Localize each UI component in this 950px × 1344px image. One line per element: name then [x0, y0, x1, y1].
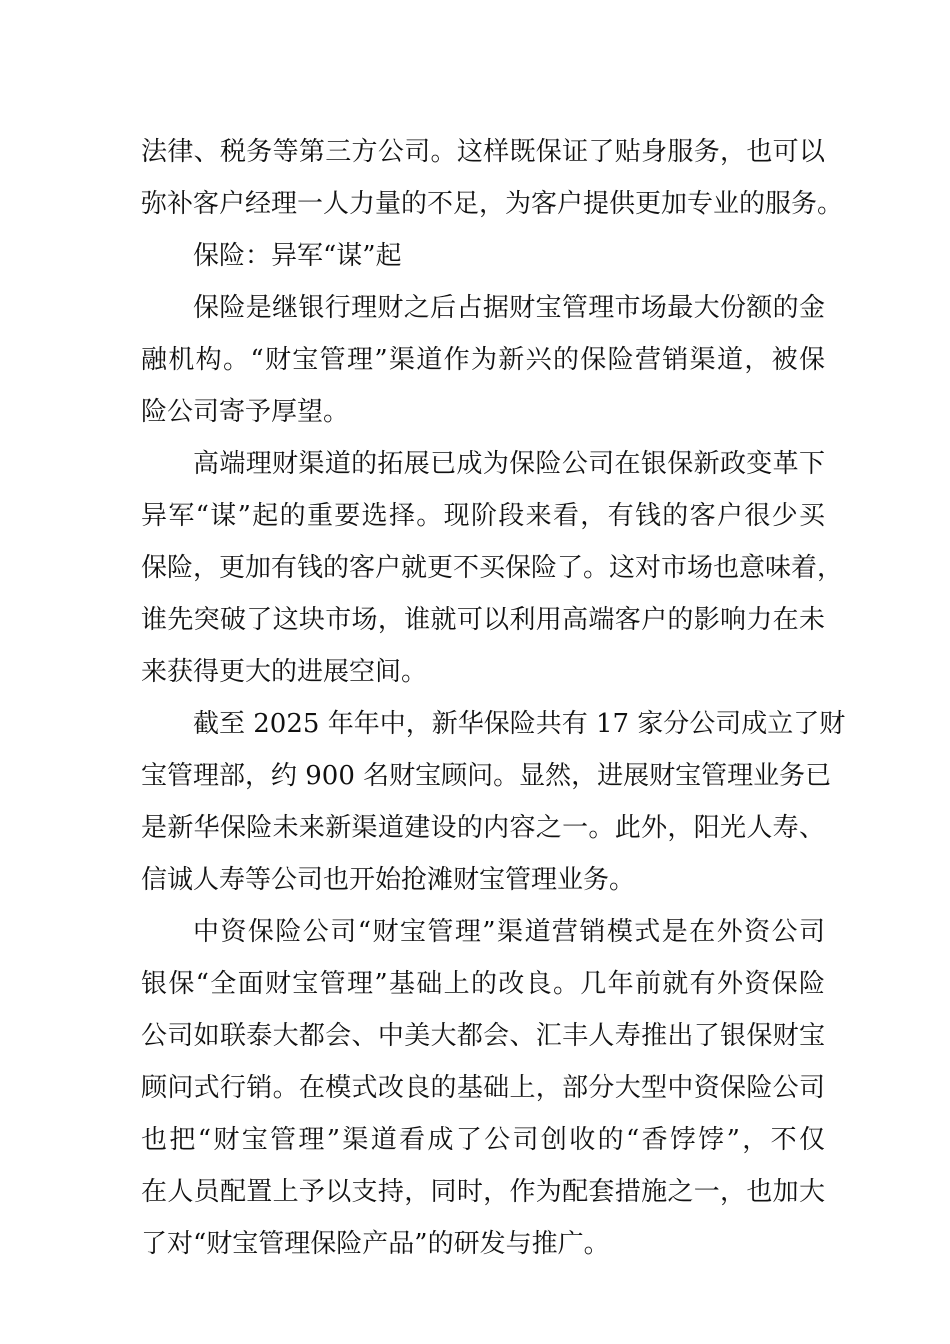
text-line: 险公司寄予厚望。: [141, 397, 350, 427]
text-line: 公司如联泰大都会、中美大都会、汇丰人寿推出了银保财宝: [141, 1021, 825, 1051]
document-body: [141, 126, 846, 1270]
paragraph: [141, 282, 825, 438]
text-line: 法律、税务等第三方公司。这样既保证了贴身服务，也可以: [141, 137, 825, 167]
text-line: 在人员配置上予以支持，同时，作为配套措施之一，也加大: [141, 1177, 825, 1207]
text-line: 融机构。“财宝管理”渠道作为新兴的保险营销渠道，被保: [141, 345, 825, 375]
text-line: 银保“全面财宝管理”基础上的改良。几年前就有外资保险: [141, 969, 825, 999]
text-line: 高端理财渠道的拓展已成为保险公司在银保新政变革下: [193, 449, 825, 479]
section-heading: [141, 230, 825, 282]
text-line: 异军“谋”起的重要选择。现阶段来看，有钱的客户很少买: [141, 501, 825, 531]
text-line: 顾问式行销。在模式改良的基础上，部分大型中资保险公司: [141, 1073, 825, 1103]
text-line: 也把“财宝管理”渠道看成了公司创收的“香饽饽”，不仅: [141, 1125, 825, 1155]
text-line: 来获得更大的进展空间。: [141, 657, 428, 687]
paragraph: [141, 698, 846, 906]
paragraph-continuation: [141, 126, 844, 230]
text-line: 宝管理部，约 900 名财宝顾问。显然，进展财宝管理业务已: [141, 761, 832, 791]
section-heading-text: 保险：异军“谋”起: [193, 241, 402, 271]
text-line: 保险是继银行理财之后占据财宝管理市场最大份额的金: [193, 293, 825, 323]
text-line: 了对“财宝管理保险产品”的研发与推广。: [141, 1229, 610, 1259]
text-line: 弥补客户经理一人力量的不足，为客户提供更加专业的服务。: [141, 189, 844, 219]
text-line: 保险，更加有钱的客户就更不买保险了。这对市场也意味着，: [141, 553, 844, 583]
text-line: 信诚人寿等公司也开始抢滩财宝管理业务。: [141, 865, 636, 895]
text-line: 谁先突破了这块市场，谁就可以利用高端客户的影响力在未: [141, 605, 825, 635]
text-line: 截至 2025 年年中，新华保险共有 17 家分公司成立了财: [193, 709, 846, 739]
text-line: 中资保险公司“财宝管理”渠道营销模式是在外资公司: [193, 917, 825, 947]
text-line: 是新华保险未来新渠道建设的内容之一。此外，阳光人寿、: [141, 813, 825, 843]
paragraph: [141, 438, 844, 698]
paragraph: [141, 906, 825, 1270]
